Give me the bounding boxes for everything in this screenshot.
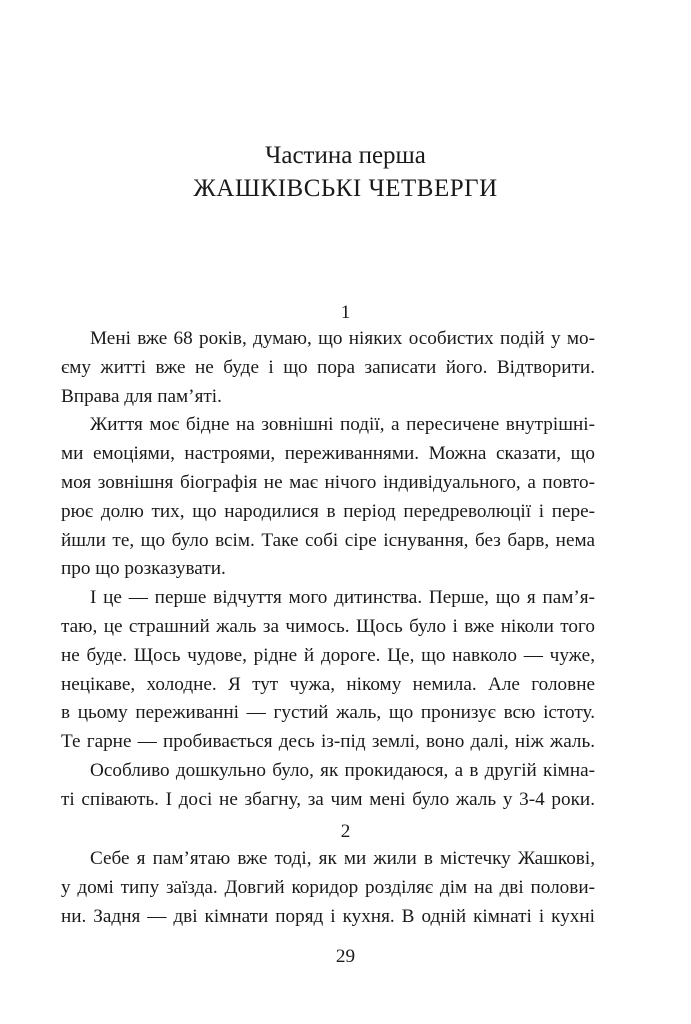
text-line: моя зовнішня біографія не має нічого індивідуального, а повто- [61, 471, 595, 493]
text-line: Життя моє бідне на зовнішні події, а пересичене внутрішні- [90, 414, 595, 436]
text-line: про що розказувати. [61, 558, 226, 580]
text-line: Себе я пам’ятаю вже тоді, як ми жили в містечку Жашкові, [90, 848, 595, 869]
section-number: 1 [340, 302, 351, 323]
text-line: не буде. Щось чудове, рідне й дороге. Це, що навколо — чуже, [61, 644, 595, 666]
text-line: у домі типу заїзда. Довгий коридор розділяє дім на дві полови- [61, 876, 595, 898]
text-line: Мені вже 68 років, думаю, що ніяких особистих подій у мо- [90, 328, 595, 349]
part-label: Частина перша [265, 142, 426, 169]
text-line: ті співають. І досі не збагну, за чим мені було жаль у 3-4 роки. [61, 788, 595, 810]
text-line: І це — перше відчуття мого дитинства. Перше, що я пам’я- [90, 587, 595, 609]
text-line: таю, це страшний жаль за чимось. Щось було і вже ніколи того [61, 615, 595, 637]
text-line: єму житті вже не буде і що пора записати його. Відтворити. [61, 356, 595, 378]
page-number: 29 [335, 946, 356, 967]
text-line: нецікаве, холодне. Я тут чужа, нікому немила. Але головне [61, 673, 595, 695]
text-line: ми емоціями, настроями, переживаннями. Можна сказати, що [61, 443, 595, 465]
section-number: 2 [340, 821, 351, 842]
text-line: Особливо дошкульно було, як прокидаюся, а в другій кімна- [90, 759, 595, 781]
text-line: йшли те, що було всім. Таке собі сіре існування, без барв, нема [61, 529, 595, 551]
section-text [61, 325, 595, 815]
text-line: в цьому переживанні — густий жаль, що пронизує всю істоту. [61, 702, 595, 724]
text-line: Те гарне — пробивається десь із-під землі, воно далі, ніж жаль. [61, 731, 595, 753]
section-text [61, 845, 595, 931]
part-title: ЖАШКІВСЬКІ ЧЕТВЕРГИ [193, 175, 498, 202]
text-line: ни. Задня — дві кімнати поряд і кухня. В одній кімнаті і кухні [61, 905, 595, 927]
text-line: рює долю тих, що народилися в період передреволюції і пере- [61, 500, 595, 522]
text-line: Вправа для пам’яті. [61, 385, 222, 407]
